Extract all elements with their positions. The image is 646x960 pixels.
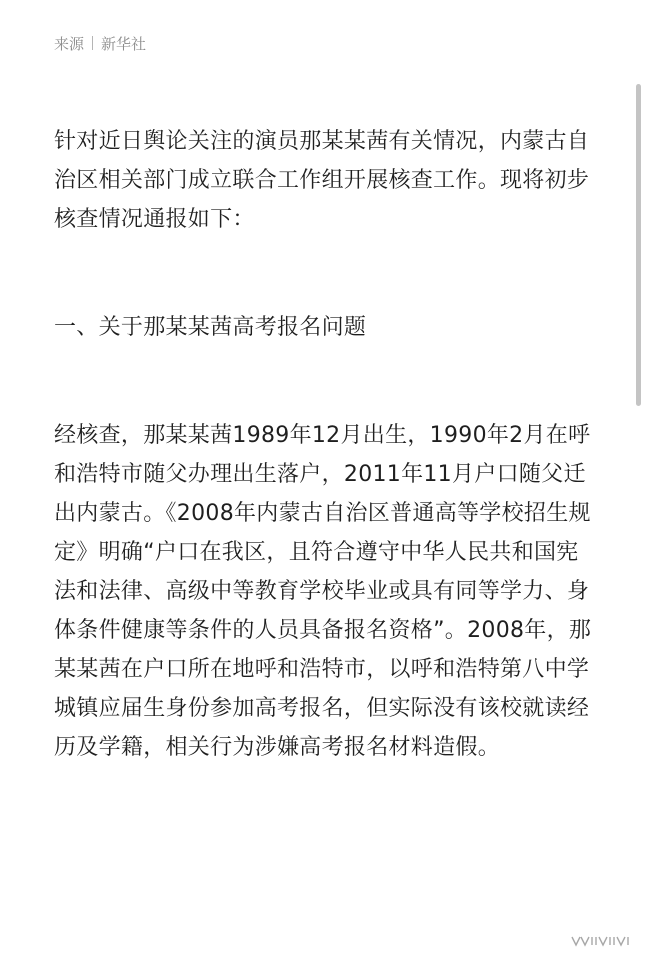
source-line (54, 32, 146, 56)
source-publisher: 新华社 (101, 35, 147, 53)
source-divider (92, 36, 93, 50)
paragraph-findings: 经核查，那某某茜1989年12月出生，1990年2月在呼和浩特市随父办理出生落户，2011年11月户口随父迁出内蒙古。《2008年内蒙古自治区普通高等学校招生规定》明确“户口在我区，且符合遵守中华人民共和国宪法和法律、高级中等教育学校毕业或具有同等学力、身体条件健康等条件的人员具备报名资格”。2008年，那某某茜在户口所在地呼和浩特市，以呼和浩特第八中学城镇应届生身份参加高考报名，但实际没有该校就读经历及学籍，相关行为涉嫌高考报名材料造假。 (54, 423, 592, 760)
watermark-icon (570, 934, 632, 948)
scrollbar-thumb[interactable] (636, 84, 641, 406)
paragraph-intro: 针对近日舆论关注的演员那某某茜有关情况，内蒙古自治区相关部门成立联合工作组开展核查工作。现将初步核查情况通报如下： (54, 129, 590, 232)
section-heading: 一、关于那某某茜高考报名问题 (54, 315, 367, 340)
watermark-logo (570, 934, 632, 948)
article-body (54, 122, 594, 767)
source-label: 来源 (54, 35, 85, 53)
